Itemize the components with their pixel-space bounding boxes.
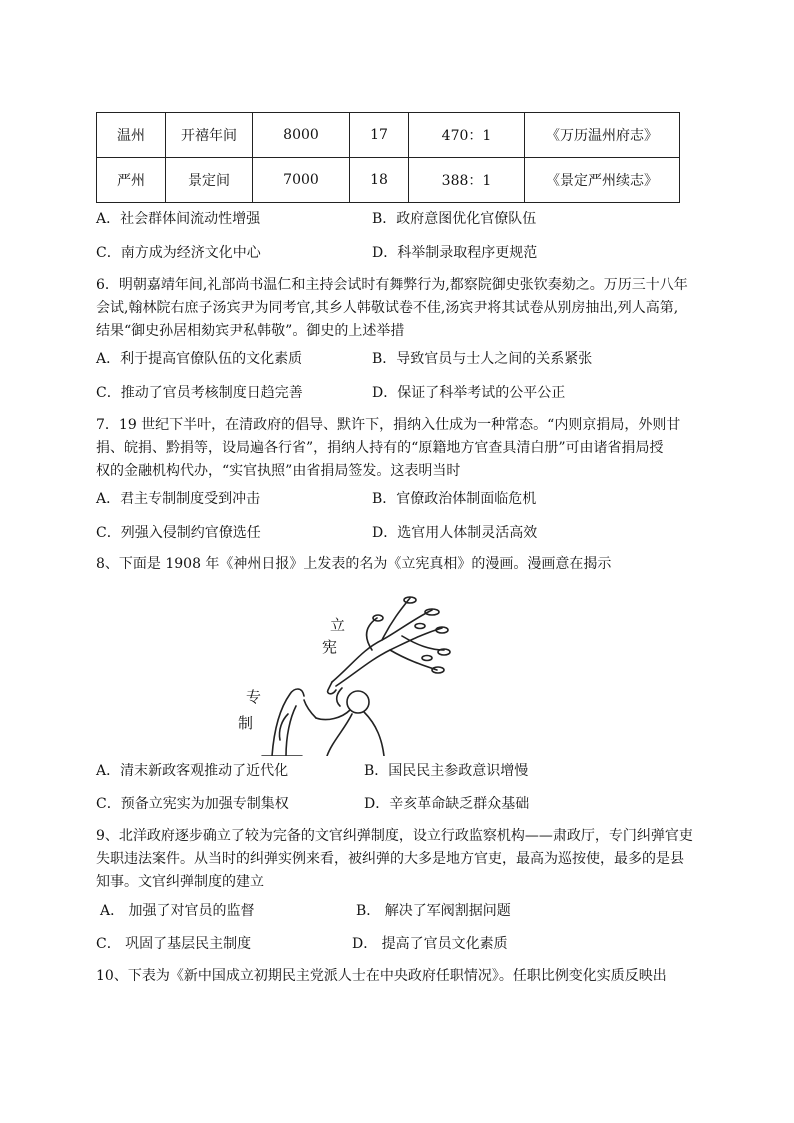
cartoon-label-xian: 宪 xyxy=(322,638,338,656)
q8-option-b: B．国民民主参政意识增慢 xyxy=(364,763,529,779)
table-cell: 温州 xyxy=(97,113,166,158)
table-cell: 388：1 xyxy=(409,158,525,203)
q9-option-b: B． 解决了军阀割据问题 xyxy=(356,903,511,919)
cartoon-drawing xyxy=(232,590,454,756)
table-cell: 《景定严州续志》 xyxy=(525,158,680,203)
q7-option-d: D．选官用人体制灵活高效 xyxy=(372,525,538,541)
table-cell: 7000 xyxy=(253,158,350,203)
table-cell: 8000 xyxy=(253,113,350,158)
q9-stem-line-2: 失职违法案件。从当时的纠弹实例来看，被纠弹的大多是地方官吏，最高为巡按使，最多的是县 xyxy=(96,851,684,867)
q8-stem: 8、下面是 1908 年《神州日报》上发表的名为《立宪真相》的漫画。漫画意在揭示 xyxy=(96,556,612,572)
cartoon-label-li: 立 xyxy=(330,616,346,634)
table-cell: 《万历温州府志》 xyxy=(525,113,680,158)
q7-option-c: C．列强入侵制约官僚选任 xyxy=(96,525,261,541)
q7-stem-line-1: 7．19 世纪下半叶，在清政府的倡导、默许下，捐纳入仕成为一种常态。“内则京捐局，外则甘 xyxy=(96,417,681,433)
table-row xyxy=(97,113,680,158)
q7-stem-line-3: 权的金融机构代办，“实官执照”由省捐局签发。这表明当时 xyxy=(96,463,461,479)
cartoon-label-zhuan: 专 xyxy=(246,688,262,706)
q5-option-c: C．南方成为经济文化中心 xyxy=(96,245,261,261)
table-cell: 开禧年间 xyxy=(166,113,253,158)
q6-stem-line-3: 结果“御史孙居相劾宾尹私韩敬”。御史的上述举措 xyxy=(96,323,405,339)
cartoon-illustration xyxy=(232,590,454,756)
q7-option-b: B．官僚政治体制面临危机 xyxy=(372,491,537,507)
q10-stem: 10、下表为《新中国成立初期民主党派人士在中央政府任职情况》。任职比例变化实质反映出 xyxy=(96,968,667,984)
q9-stem-line-1: 9、北洋政府逐步确立了较为完备的文官纠弹制度，设立行政监察机构——肃政厅，专门纠弹官吏 xyxy=(96,828,693,844)
q8-option-c: C．预备立宪实为加强专制集权 xyxy=(96,796,289,812)
q9-stem-line-3: 知事。文官纠弹制度的建立 xyxy=(96,874,264,890)
table-cell: 严州 xyxy=(97,158,166,203)
table-row xyxy=(97,158,680,203)
q7-option-a: A．君主专制制度受到冲击 xyxy=(96,491,261,507)
data-table xyxy=(96,112,680,203)
q6-stem-line-1: 6．明朝嘉靖年间,礼部尚书温仁和主持会试时有舞弊行为,都察院御史张钦奏劾之。万历三十八年 xyxy=(96,277,688,293)
q6-stem-line-2: 会试,翰林院右庶子汤宾尹为同考官,其乡人韩敬试卷不佳,汤宾尹将其试卷从别房抽出,列人高第, xyxy=(96,300,679,316)
q5-option-d: D．科举制录取程序更规范 xyxy=(372,245,538,261)
q8-option-a: A．清末新政客观推动了近代化 xyxy=(96,763,289,779)
table-cell: 17 xyxy=(350,113,409,158)
q5-option-b: B．政府意图优化官僚队伍 xyxy=(372,211,537,227)
q6-option-c: C．推动了官员考核制度日趋完善 xyxy=(96,385,303,401)
cartoon-label-zhi: 制 xyxy=(238,714,254,732)
table-cell: 470：1 xyxy=(409,113,525,158)
q5-option-a: A．社会群体间流动性增强 xyxy=(96,211,261,227)
q9-option-a: A． 加强了对官员的监督 xyxy=(100,903,255,919)
q6-option-a: A．利于提高官僚队伍的文化素质 xyxy=(96,351,303,367)
q6-option-d: D．保证了科举考试的公平公正 xyxy=(372,385,566,401)
table-cell: 景定间 xyxy=(166,158,253,203)
table-cell: 18 xyxy=(350,158,409,203)
q9-option-d: D． 提高了官员文化素质 xyxy=(352,936,508,952)
q8-option-d: D．辛亥革命缺乏群众基础 xyxy=(364,796,530,812)
q7-stem-line-2: 捐、皖捐、黔捐等，设局遍各行省”，捐纳人持有的“原籍地方官查具清白册”可由诸省捐局授 xyxy=(96,440,664,456)
q6-option-b: B．导致官员与士人之间的关系紧张 xyxy=(372,351,593,367)
q9-option-c: C． 巩固了基层民主制度 xyxy=(96,936,252,952)
